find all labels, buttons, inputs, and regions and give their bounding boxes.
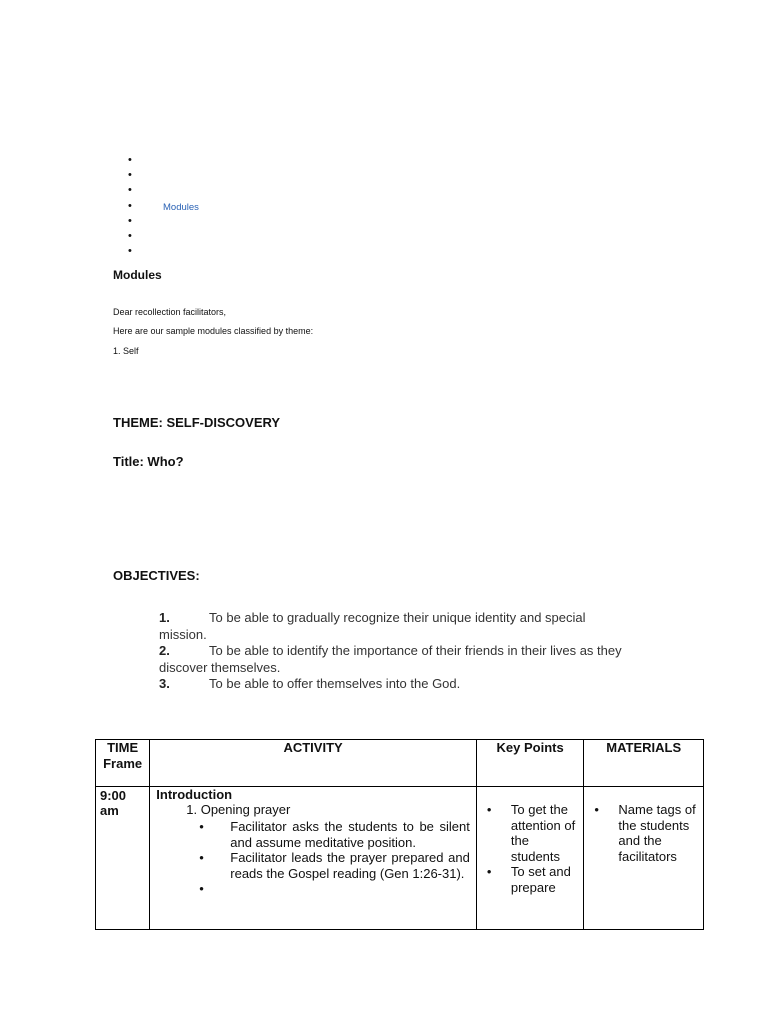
key-point-item: • To set and prepare [486,864,571,895]
objectives-heading: OBJECTIVES: [113,568,200,583]
activity-cell [150,787,477,930]
objective-item [159,643,634,676]
header-activity: ACTIVITY [150,740,477,787]
header-key-points: Key Points [476,740,584,787]
key-point-item: • To get the attention of the students [486,802,576,864]
nav-link-modules[interactable]: Modules [163,201,199,213]
theme-line [113,415,280,430]
table-row [96,787,704,930]
activity-section-title: Introduction [156,787,233,802]
header-time-frame: TIME Frame [96,740,150,787]
activity-subitem: • Facilitator asks the students to be silent and assume meditative position. [199,819,470,850]
objective-text: To be able to gradually recognize their unique identity and special mission. [159,610,586,642]
objective-number: 3. [159,676,170,691]
theme-value: : SELF-DISCOVERY [158,415,281,430]
objective-item [159,676,634,693]
objective-number: 1. [159,610,170,625]
intro-text: Here are our sample modules classified by theme: [113,326,314,336]
greeting-text: Dear recollection facilitators, [113,307,227,317]
objective-text: To be able to identify the importance of their friends in their lives as they discover themselves. [159,643,622,675]
theme-list-item: 1. Self [113,346,139,356]
module-title: Title: Who? [113,454,184,469]
activity-step: 1. Opening prayer [186,802,291,817]
activity-subitem: • [199,881,204,896]
objective-number: 2. [159,643,170,658]
materials-cell [584,787,704,930]
objective-item [159,610,634,643]
activity-subitem: • Facilitator leads the prayer prepared and reads the Gospel reading (Gen 1:26-31). [199,850,470,881]
time-cell: 9:00 am [96,787,150,930]
page-heading: Modules [113,268,162,282]
objective-text: To be able to offer themselves into the God. [209,676,461,691]
theme-label: THEME [113,415,159,430]
header-materials: MATERIALS [584,740,704,787]
material-item: • Name tags of the students and the facilitators [594,802,696,864]
key-points-cell [476,787,584,930]
table-header-row [96,740,704,787]
schedule-table [95,739,704,930]
